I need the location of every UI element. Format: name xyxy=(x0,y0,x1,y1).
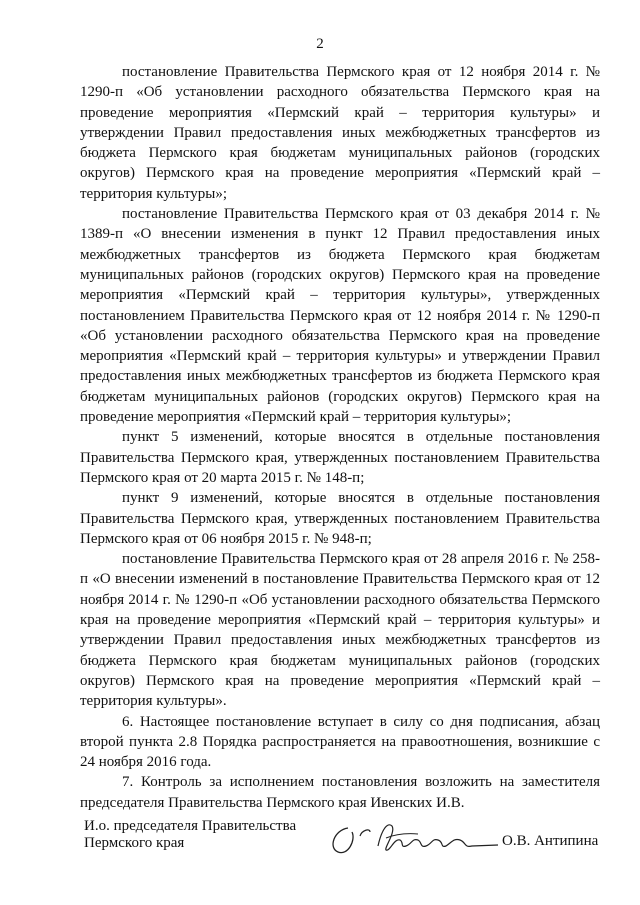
handwritten-signature xyxy=(326,818,501,863)
paragraph-clause-7: 7. Контроль за исполнением постановления возложить на заместителя председателя Правительства Пермского края Ивенских И.В. xyxy=(80,774,600,811)
paragraph-resolution-258: постановление Правительства Пермского края от 28 апреля 2016 г. № 258-п «О внесении изменений в постановление Правительства Пермского края от 12 ноября 2014 г. № 1290-п «Об установлении расходного обязательства Пермского края на проведение мероприятия «Пермский край – территория культуры» и утверждении Правил предоставления иных межбюджетных трансфертов из бюджета Пермского края бюджетам муниципальных районов (городских округов) Пермского края на проведение мероприятия «Пермский край – территория культуры». xyxy=(80,551,600,710)
paragraph-clause-6: 6. Настоящее постановление вступает в силу со дня подписания, абзац второй пункта 2.8 Порядка распространяется на правоотношения, возникшие с 24 ноября 2016 года. xyxy=(80,713,600,771)
signature-block xyxy=(84,818,604,868)
paragraph-item-5: пункт 5 изменений, которые вносятся в отдельные постановления Правительства Пермского края, утвержденных постановлением Правительства Пермского края от 20 марта 2015 г. № 148-п; xyxy=(80,429,600,486)
document-body xyxy=(80,62,600,813)
signatory-title-line1: И.о. председателя Правительства xyxy=(84,818,297,834)
page-number: 2 xyxy=(316,36,324,52)
paragraph-resolution-1389: постановление Правительства Пермского края от 03 декабря 2014 г. № 1389-п «О внесении изменения в пункт 12 Правил предоставления иных межбюджетных трансфертов из бюджета Пермского края бюджетам муниципальных районов (городских округов) Пермского края на проведение мероприятия «Пермский край – территория культуры», утвержденных постановлением Правительства Пермского края от 12 ноября 2014 г. № 1290-п «Об установлении расходного обязательства Пермского края на проведение мероприятия «Пермский край – территория культуры» и утверждении Правил предоставления иных межбюджетных трансфертов из бюджета Пермского края бюджетам муниципальных районов (городских округов) Пермского края на проведение мероприятия «Пермский край – территория культуры»; xyxy=(80,206,600,426)
paragraph-resolution-1290: постановление Правительства Пермского края от 12 ноября 2014 г. № 1290-п «Об установлении расходного обязательства Пермского края на проведение мероприятия «Пермский край – территория культуры» и утверждении Правил предоставления иных межбюджетных трансфертов из бюджета Пермского края бюджетам муниципальных районов (городских округов) Пермского края на проведение мероприятия «Пермский край – территория культуры»; xyxy=(80,64,600,202)
signatory-title-line2: Пермского края xyxy=(84,835,185,851)
signatory-title xyxy=(84,818,296,852)
signatory-name: О.В. Антипина xyxy=(502,833,599,849)
paragraph-item-9: пункт 9 изменений, которые вносятся в отдельные постановления Правительства Пермского края, утвержденных постановлением Правительства Пермского края от 06 ноября 2015 г. № 948-п; xyxy=(80,490,600,547)
